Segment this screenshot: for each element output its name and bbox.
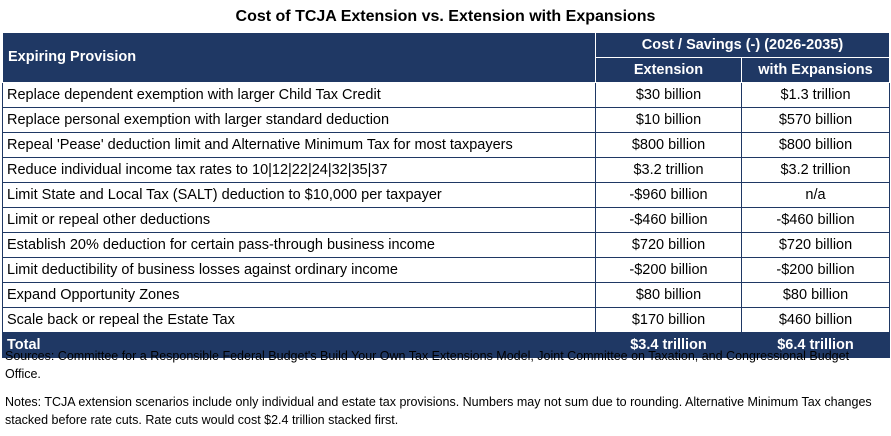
expansions-cell: $1.3 trillion: [742, 83, 890, 108]
provision-cell: Scale back or repeal the Estate Tax: [3, 308, 596, 333]
table-row: [3, 208, 890, 233]
table-row: [3, 308, 890, 333]
header-provision: Expiring Provision: [3, 33, 596, 83]
table-row: [3, 108, 890, 133]
table-row: [3, 133, 890, 158]
extension-cell: -$960 billion: [596, 183, 742, 208]
notes-text: Notes: TCJA extension scenarios include only individual and estate tax provisions. Numbers may not sum due to rounding. Alternative Minimum Tax changes stacked before rate cuts. Rate cuts would cost $2.4 trillion stacked first.: [5, 395, 872, 427]
table-row: [3, 183, 890, 208]
provision-cell: Reduce individual income tax rates to 10|12|22|24|32|35|37: [3, 158, 596, 183]
extension-cell: $800 billion: [596, 133, 742, 158]
expansions-cell: n/a: [742, 183, 890, 208]
provision-cell: Replace dependent exemption with larger Child Tax Credit: [3, 83, 596, 108]
total-label: Total: [3, 333, 596, 358]
provision-cell: Repeal 'Pease' deduction limit and Alternative Minimum Tax for most taxpayers: [3, 133, 596, 158]
table-row: [3, 258, 890, 283]
expansions-cell: -$200 billion: [742, 258, 890, 283]
extension-cell: $10 billion: [596, 108, 742, 133]
cost-table: [2, 32, 890, 358]
extension-cell: $30 billion: [596, 83, 742, 108]
extension-cell: $720 billion: [596, 233, 742, 258]
expansions-cell: $720 billion: [742, 233, 890, 258]
expansions-cell: $570 billion: [742, 108, 890, 133]
extension-cell: $3.2 trillion: [596, 158, 742, 183]
expansions-cell: $80 billion: [742, 283, 890, 308]
extension-cell: $170 billion: [596, 308, 742, 333]
table-title: Cost of TCJA Extension vs. Extension with Expansions: [235, 8, 656, 25]
table-row: [3, 83, 890, 108]
extension-cell: -$200 billion: [596, 258, 742, 283]
header-cost-group: Cost / Savings (-) (2026-2035): [596, 33, 890, 58]
provision-cell: Limit State and Local Tax (SALT) deduction to $10,000 per taxpayer: [3, 183, 596, 208]
header-with-expansions: with Expansions: [742, 58, 890, 83]
expansions-cell: -$460 billion: [742, 208, 890, 233]
provision-cell: Limit or repeal other deductions: [3, 208, 596, 233]
table-row: [3, 158, 890, 183]
total-expansions: $6.4 trillion: [742, 333, 890, 358]
provision-cell: Replace personal exemption with larger standard deduction: [3, 108, 596, 133]
header-extension: Extension: [596, 58, 742, 83]
expansions-cell: $460 billion: [742, 308, 890, 333]
expansions-cell: $800 billion: [742, 133, 890, 158]
sources-note: Sources: Committee for a Responsible Federal Budget's Build Your Own Tax Extensions Model, Joint Committee on Taxation, and Congressional Budget Office.: [5, 349, 850, 381]
provision-cell: Establish 20% deduction for certain pass-through business income: [3, 233, 596, 258]
provision-cell: Expand Opportunity Zones: [3, 283, 596, 308]
extension-cell: $80 billion: [596, 283, 742, 308]
total-extension: $3.4 trillion: [596, 333, 742, 358]
provision-cell: Limit deductibility of business losses against ordinary income: [3, 258, 596, 283]
expansions-cell: $3.2 trillion: [742, 158, 890, 183]
table-row: [3, 233, 890, 258]
extension-cell: -$460 billion: [596, 208, 742, 233]
table-row: [3, 283, 890, 308]
